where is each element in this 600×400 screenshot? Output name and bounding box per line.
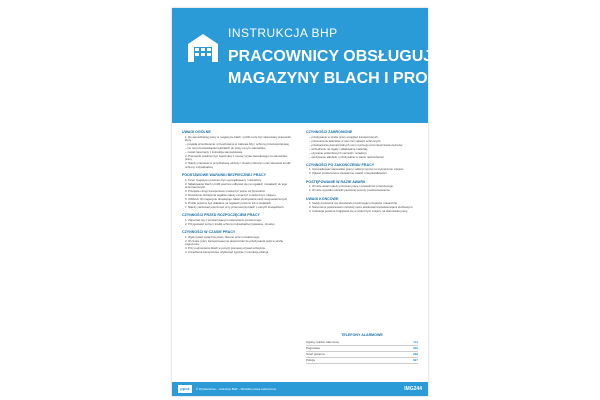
list-item: 1. Zapoznać się z przekazywanymi zaleceniami przełożonego. — [185, 217, 263, 222]
list-item: 4. Urządzenia transportowe użytkować zgodnie z instrukcją obsługi. — [185, 250, 269, 255]
footer-text: © Wydawnictwo – Instrukcje BHP – Wszelkie prawa zastrzeżone — [196, 387, 277, 391]
list-item: 4. Dozwolone obciążenia regałów należy oznaczyć w widocznym miejscu. — [185, 193, 277, 198]
product-code: IMG244 — [404, 386, 422, 392]
phone-label: Policja — [306, 357, 315, 362]
section-list — [306, 136, 418, 159]
list-item: 6. Profile powinny być układane na regałach poziomo lub w stojakach. — [185, 201, 272, 206]
list-item: 1. Wykonywać wyłącznie prace zlecone przez przełożonego. — [185, 234, 261, 239]
section — [306, 163, 418, 176]
list-item: 1. Do samodzielnej pracy w magazynie blach i profili może być skierowany pracownik, który: — [185, 134, 292, 142]
list-item: – przenoszenie ładunków w ręku bez rękawic ochronnych, — [309, 138, 382, 143]
list-item: 1. Każdy pracownik ma obowiązek przestrzegać przepisów i zasad bhp. — [309, 201, 398, 206]
section-list — [306, 202, 418, 213]
poster-title-line2: MAGAZYNY BLACH I PROFILI — [228, 70, 457, 87]
phone-label: Pogotowie — [306, 345, 321, 350]
section — [182, 213, 294, 226]
section-list — [306, 168, 418, 175]
section-title: POSTĘPOWANIE W RAZIE AWARII — [306, 179, 365, 184]
section — [306, 197, 418, 214]
list-item: 1. Teren magazynu powinien być uporządkowany i oświetlony. — [185, 177, 262, 182]
list-item: 3. Przejścia i drogi transportowe muszą być wolne od przeszkód. — [185, 189, 266, 194]
left-column — [182, 128, 294, 378]
list-item: – używanie uszkodzonych narzędzi i urządzeń, — [309, 150, 368, 155]
instruction-label: INSTRUKCJA BHP — [228, 26, 338, 40]
list-item: 1. Uporządkować stanowisko pracy i odłożyć sprzęt na wyznaczone miejsce. — [309, 167, 404, 172]
section-title: PODSTAWOWE WARUNKI BEZPIECZNEJ PRACY — [182, 173, 266, 178]
section-title: CZYNNOŚCI W CZASIE PRACY — [182, 230, 236, 235]
list-item: 2. W razie wypadku udzielić pierwszej pomocy poszkodowanemu. — [309, 188, 391, 193]
section — [182, 130, 294, 169]
section — [306, 180, 418, 193]
section-list — [182, 236, 294, 255]
list-item: 2. Zgłosić przełożonemu zauważone usterki i nieprawidłowości. — [309, 171, 388, 176]
section — [182, 230, 294, 254]
phone-number: 997 — [412, 357, 418, 362]
section-list — [182, 136, 294, 170]
list-item: 2. W czasie pracy transportowej nie dopuszczać do przebywania osób w strefie zagrożenia. — [185, 238, 284, 247]
phone-number: 999 — [412, 345, 418, 350]
list-item: – przebywanie w strefie pracy urządzeń transportowych, — [309, 134, 379, 139]
list-item: 2. Naruszenie postanowień instrukcji może skutkować konsekwencjami służbowymi. — [309, 205, 414, 210]
section — [306, 130, 418, 159]
section-list — [182, 179, 294, 210]
section — [182, 173, 294, 209]
list-item: – został zapoznany z instrukcją stanowiskową. — [185, 149, 243, 154]
phone-list — [306, 340, 418, 364]
list-item: – posiada przeszkolenie i przeszkolenie w zakresie bhp i ochrony przeciwpożarowej, — [185, 141, 290, 146]
phone-number: 998 — [412, 351, 418, 356]
list-item: 7. Należy zachować ostrożność przy przenoszeniu blach o ostrych krawędziach. — [185, 205, 285, 210]
content-columns — [182, 128, 418, 378]
list-item: 2. Przygotować sprzęt i środki ochrony indywidualnej (rękawice, obuwie). — [185, 221, 276, 226]
phone-label: Ogólny telefon alarmowy — [306, 339, 340, 344]
section-title: CZYNNOŚCI PO ZAKOŃCZENIU PRACY — [306, 162, 375, 167]
publisher-logo: ppoż — [178, 385, 192, 393]
phone-label: Straż pożarna — [306, 351, 325, 356]
list-item: 2. Składowanie blach i profili powinno odbywać się na regałach i stojakach do tego przeznaczonych. — [185, 181, 288, 190]
section-title: CZYNNOŚCI PRZED ROZPOCZĘCIEM PRACY — [182, 213, 260, 218]
list-item: 3. Należy pracować w przydzielonej odzieży i obuwiu roboczym oraz stosować środki ochrony indywidualnej. — [185, 161, 291, 169]
list-item: 1. W razie awarii należy przerwać pracę i powiadomić przełożonego. — [309, 184, 394, 189]
emergency-phones — [306, 333, 418, 364]
section-list — [182, 219, 294, 226]
list-item: 2. Pracownik powinien być zapoznany z oceną ryzyka zawodowego na stanowisku pracy. — [185, 153, 288, 162]
poster-header — [172, 8, 466, 123]
list-item: – nie ma przeciwwskazań lekarskich do pracy na tym stanowisku, — [185, 145, 267, 150]
list-item: 5. UWAGA: W magazynie obowiązuje zakaz przebywania osób nieupoważnionych. — [185, 197, 288, 202]
phone-row — [306, 358, 418, 364]
list-item: – wchodzenie na regały i składowane materiały, — [309, 146, 369, 151]
warehouse-icon — [186, 30, 220, 64]
phone-number: 112 — [413, 339, 418, 344]
list-item: – przekraczanie dopuszczalnych norm ręcznego przemieszczania ciężarów, — [309, 142, 403, 147]
section-title: UWAGI OGÓLNE — [182, 130, 211, 134]
list-item: – spożywanie alkoholu i przebywanie w stanie nietrzeźwości. — [309, 154, 385, 159]
poster-title-line1: PRACOWNICY OBSŁUGUJĄCY — [228, 48, 466, 65]
list-item: 3. Przy podnoszeniu blach w pozycji pionowej używać uchwytów. — [185, 246, 266, 251]
section-title: UWAGI KOŃCOWE — [306, 196, 339, 201]
phones-title: TELEFONY ALARMOWE — [341, 333, 383, 337]
section-title: CZYNNOŚCI ZABRONIONE — [306, 130, 353, 134]
bhp-poster — [172, 8, 466, 396]
list-item: 3. Instrukcja powinna znajdować się w widocznym miejscu na stanowisku pracy. — [309, 209, 408, 214]
section-list — [306, 185, 418, 192]
poster-footer — [172, 382, 428, 396]
